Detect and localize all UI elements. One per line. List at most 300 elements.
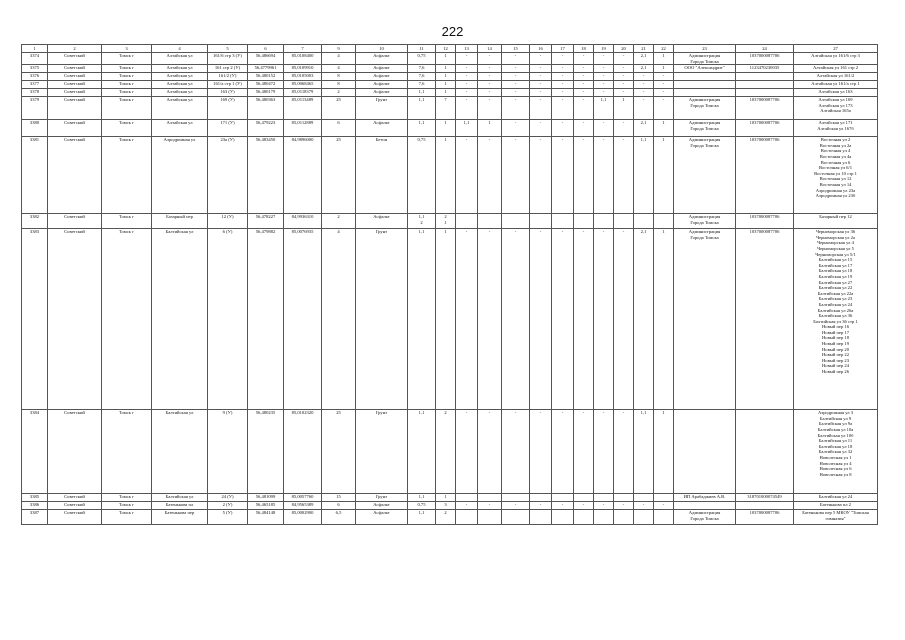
table-cell: 85,0113489 [284,97,322,120]
column-header: 14 [478,45,502,53]
table-cell: 56,479882 [248,229,284,410]
table-cell: 3387 [22,510,48,525]
table-cell: - [552,137,574,214]
table-cell [502,214,530,229]
table-cell [456,494,478,502]
table-cell: 3383 [22,229,48,410]
table-cell: 56,480363 [248,97,284,120]
table-row [22,137,878,214]
table-cell: Асфальт [356,73,408,81]
table-cell: 161/а стр 1 (У) [208,81,248,89]
table-cell: - [574,73,594,81]
table-row [22,89,878,97]
table-cell: 3386 [22,502,48,510]
table-cell [574,510,594,525]
table-cell: Алтайская ул 169 Алтайская ул 173 Алтайская 165а [794,97,878,120]
table-cell [594,214,614,229]
table-cell: - [478,81,502,89]
table-cell: 85,0112889 [284,120,322,137]
table-cell [456,510,478,525]
table-cell: - [502,410,530,494]
table-cell: 1123470230035 [736,65,794,73]
table-cell: Томск г [102,73,152,81]
table-cell: Асфальт [356,65,408,73]
table-cell: Батенькова пл 2 [794,502,878,510]
table-cell: 1037000087706 [736,120,794,137]
table-cell: 1,1 2 [408,214,436,229]
table-cell: 1 [436,120,456,137]
table-cell: 2 [322,89,356,97]
table-cell: Батенькова пер [152,510,208,525]
table-cell [736,410,794,494]
table-cell: ООО "Александрит" [674,65,736,73]
table-cell: - [614,65,634,73]
table-cell: - [574,502,594,510]
table-cell: - [614,73,634,81]
table-cell: 85,0105003 [284,73,322,81]
table-cell: Алтайская ул [152,53,208,65]
table-cell: Асфальт [356,53,408,65]
table-cell: - [502,81,530,89]
table-cell: - [574,89,594,97]
table-cell: 0,75 [408,53,436,65]
table-cell: - [456,137,478,214]
table-cell [574,494,594,502]
table-cell: Балтийская ул [152,229,208,410]
table-cell: - [502,502,530,510]
table-cell: Алтайская ул [152,65,208,73]
table-cell: 1 [654,53,674,65]
table-cell: 318701000074549 [736,494,794,502]
table-cell: - [614,81,634,89]
table-cell [674,73,736,81]
table-cell: Администрация Города Томска [674,137,736,214]
table-cell: Советский [48,53,102,65]
table-cell: - [530,73,552,81]
table-cell: 1 [436,89,456,97]
table-cell: 1 [436,494,456,502]
table-cell: 3381 [22,137,48,214]
table-cell: 1,1 [408,97,436,120]
table-cell: - [478,97,502,120]
table-cell: 2 [322,214,356,229]
table-cell: - [574,137,594,214]
table-body [22,53,878,525]
table-cell: 7,6 [408,81,436,89]
table-cell [594,510,614,525]
table-cell [574,214,594,229]
table-cell: - [552,410,574,494]
column-header: 17 [552,45,574,53]
table-cell [674,502,736,510]
table-cell: - [478,65,502,73]
table-cell: - [574,81,594,89]
column-header: 27 [794,45,878,53]
table-cell: - [552,120,574,137]
table-cell [634,510,654,525]
table-cell: Алтайская ул 171 Алтайская ул 167б [794,120,878,137]
table-cell: Томск г [102,229,152,410]
table-cell: - [502,137,530,214]
table-cell: Алтайская ул [152,73,208,81]
table-cell [654,494,674,502]
table-cell: 56,486694 [248,53,284,65]
table-cell: - [594,120,614,137]
table-cell: - [634,81,654,89]
table-cell: Асфальт [356,502,408,510]
table-cell: - [478,73,502,81]
table-cell: 1 [436,53,456,65]
table-cell: 56,480235 [248,410,284,494]
table-row [22,502,878,510]
table-cell: 6 [322,120,356,137]
table-row [22,81,878,89]
table-cell: - [552,53,574,65]
column-header: 20 [614,45,634,53]
table-cell: Советский [48,65,102,73]
table-cell: - [530,89,552,97]
table-cell: 85,0002900 [284,510,322,525]
table-row [22,229,878,410]
table-cell: 1,1 [634,137,654,214]
table-cell: - [654,97,674,120]
table-cell: 56,479223 [248,120,284,137]
table-cell: - [574,65,594,73]
table-cell: - [614,229,634,410]
table-cell: 85,0109910 [284,65,322,73]
table-cell: - [502,65,530,73]
table-cell: - [614,137,634,214]
table-cell: - [634,97,654,120]
table-cell: 1 [654,65,674,73]
table-cell: - [530,81,552,89]
table-cell: 1 [436,137,456,214]
table-cell: Алтайская ул [152,120,208,137]
table-cell: Томск г [102,410,152,494]
table-cell: - [552,502,574,510]
table-cell: 3376 [22,73,48,81]
table-cell: Советский [48,73,102,81]
table-cell: Батенькова пл [152,502,208,510]
table-cell: 1 [654,137,674,214]
table-cell [674,410,736,494]
column-header: 6 [248,45,284,53]
table-cell: Томск г [102,502,152,510]
table-cell: - [456,65,478,73]
table-cell [654,214,674,229]
table-cell: Администрация Города Томска [674,510,736,525]
table-cell: Томск г [102,137,152,214]
table-cell: Советский [48,89,102,97]
table-cell: 1 [614,97,634,120]
table-cell [736,502,794,510]
column-header: 10 [356,45,408,53]
table-cell: 56,478227 [248,214,284,229]
table-cell: 1037000087706 [736,53,794,65]
table-cell [634,494,654,502]
table-cell: 84,9896000 [284,137,322,214]
table-cell: - [530,120,552,137]
table-cell: Советский [48,97,102,120]
table-cell: 1,1 [456,120,478,137]
table-cell: Аэродромная ул [152,137,208,214]
table-cell: 1 [436,65,456,73]
table-cell: Советский [48,81,102,89]
table-cell: - [614,502,634,510]
table-cell: Администрация Города Томска [674,229,736,410]
table-cell [674,89,736,97]
table-cell: 169 (У) [208,97,248,120]
table-cell: - [502,229,530,410]
column-header: 9 [322,45,356,53]
table-row [22,73,878,81]
table-cell: - [456,410,478,494]
column-header: 4 [152,45,208,53]
table-cell: - [478,137,502,214]
column-header: 1 [22,45,48,53]
table-cell: - [530,53,552,65]
table-cell [614,214,634,229]
table-cell: 56,484148 [248,510,284,525]
table-cell: - [478,410,502,494]
table-cell: - [594,73,614,81]
table-cell: Томск г [102,53,152,65]
table-cell: 6 (У) [208,229,248,410]
table-cell [552,214,574,229]
table-cell: - [552,81,574,89]
table-cell: 25 [322,137,356,214]
table-cell: 56,480472 [248,81,284,89]
table-cell: 161/2 (У) [208,73,248,81]
table-cell: - [502,73,530,81]
table-cell: Балтийская ул [152,410,208,494]
table-cell: - [530,502,552,510]
table-cell: - [594,65,614,73]
table-cell [552,510,574,525]
table-cell: ИП Арабаджиев А.В. [674,494,736,502]
table-cell: 85,0118379 [284,89,322,97]
table-cell: 1,1 [408,120,436,137]
table-cell [478,510,502,525]
table-cell: 163 (У) [208,89,248,97]
column-header-row [22,45,878,53]
table-cell: 9 (У) [208,410,248,494]
table-cell: 2,1 [634,120,654,137]
table-cell: 1,1 [634,410,654,494]
column-header: 5 [208,45,248,53]
table-row [22,494,878,502]
table-cell: 1 [654,410,674,494]
table-cell: 171 (У) [208,120,248,137]
table-cell: 1,1 [408,229,436,410]
table-cell: 1,1 [594,97,614,120]
table-cell: 4 [322,53,356,65]
table-cell: 15 [322,494,356,502]
table-cell: - [456,89,478,97]
table-cell: Томск г [102,81,152,89]
table-cell [530,214,552,229]
table-cell [552,494,574,502]
table-row [22,97,878,120]
table-cell [502,494,530,502]
table-cell: - [456,81,478,89]
table-cell: 3382 [22,214,48,229]
table-cell: 7 [436,97,456,120]
table-cell: - [594,81,614,89]
table-cell: 3380 [22,120,48,137]
table-cell: 12 (У) [208,214,248,229]
table-cell: - [456,229,478,410]
table-cell: Базарный пер 12 [794,214,878,229]
column-header: 3 [102,45,152,53]
table-cell: 1,1 [408,494,436,502]
table-cell [614,510,634,525]
registry-table [21,44,878,525]
column-header: 13 [456,45,478,53]
table-cell: - [634,502,654,510]
table-cell: Алтайская ул 161/а стр 1 [794,81,878,89]
table-row [22,214,878,229]
table-cell [530,510,552,525]
table-cell: - [654,81,674,89]
table-cell: 2,1 [634,65,654,73]
table-cell: 3379 [22,97,48,120]
table-cell: 4 [322,229,356,410]
table-cell: Грунт [356,229,408,410]
table-cell: Томск г [102,65,152,73]
table-cell: Асфальт [356,120,408,137]
table-cell: 7,6 [408,65,436,73]
table-cell: 2 [436,410,456,494]
table-cell [736,89,794,97]
table-cell: - [594,229,614,410]
table-cell: 1037000087706 [736,97,794,120]
table-cell: 3374 [22,53,48,65]
table-cell: Администрация Города Томска [674,53,736,65]
table-cell: Советский [48,214,102,229]
table-cell: Бетон [356,137,408,214]
table-cell: 85,0057760 [284,494,322,502]
table-cell: - [552,97,574,120]
table-cell: - [502,89,530,97]
table-cell: Базарный пер [152,214,208,229]
table-cell: - [456,97,478,120]
table-cell: 1 [478,120,502,137]
table-cell: Асфальт [356,89,408,97]
table-cell [530,494,552,502]
table-cell: Асфальт [356,510,408,525]
table-cell: 3384 [22,410,48,494]
table-cell: - [530,65,552,73]
table-cell: Советский [48,502,102,510]
column-header: 22 [654,45,674,53]
table-cell: 1,1 [408,89,436,97]
table-cell: 1037000087706 [736,510,794,525]
table-cell: 1 [436,229,456,410]
table-cell: 3375 [22,65,48,73]
column-header: 24 [736,45,794,53]
table-cell: - [594,53,614,65]
table-cell [502,510,530,525]
column-header: 2 [48,45,102,53]
table-cell: 24 (У) [208,494,248,502]
table-cell: - [478,53,502,65]
table-cell [674,81,736,89]
table-cell: - [594,502,614,510]
column-header: 21 [634,45,654,53]
table-cell: 2,1 [634,229,654,410]
table-cell: - [614,410,634,494]
column-header: 12 [436,45,456,53]
page-number: 222 [441,24,464,39]
table-cell [478,214,502,229]
table-cell: 56,4779961 [248,65,284,73]
table-cell: - [478,89,502,97]
table-cell: 8 [322,73,356,81]
table-cell: - [552,73,574,81]
table-cell: Советский [48,510,102,525]
table-cell: Томск г [102,494,152,502]
table-cell: Алтайская ул 161/2 [794,73,878,81]
table-row [22,65,878,73]
table-cell: Грунт [356,410,408,494]
table-cell: 2 (У) [208,502,248,510]
table-cell: 2 [436,510,456,525]
table-cell: 2,1 [634,53,654,65]
table-cell: - [614,53,634,65]
table-cell: 85,0076935 [284,229,322,410]
table-cell: Алтайская ул 163 [794,89,878,97]
table-cell [736,81,794,89]
table-cell: Томск г [102,97,152,120]
table-cell: - [552,229,574,410]
table-cell: - [478,502,502,510]
table-cell: Советский [48,410,102,494]
table-row [22,410,878,494]
table-cell: Томск г [102,89,152,97]
table-cell: 56,465185 [248,502,284,510]
column-header: 19 [594,45,614,53]
table-cell: - [634,89,654,97]
table-cell: 85,0068465 [284,81,322,89]
table-cell: - [456,53,478,65]
table-cell: 5 (У) [208,510,248,525]
table-cell: - [502,120,530,137]
table-cell: Алтайская ул [152,97,208,120]
table-cell: 6,5 [322,510,356,525]
table-cell: - [574,53,594,65]
table-row [22,510,878,525]
table-cell: - [654,502,674,510]
table-cell: 1037000087706 [736,137,794,214]
table-cell: - [574,97,594,120]
table-cell: 56,480152 [248,73,284,81]
table-cell: - [574,120,594,137]
table-cell [634,214,654,229]
table-cell: 1037000087706 [736,229,794,410]
table-cell: - [574,410,594,494]
table-cell: Балтийская ул 24 [794,494,878,502]
table-cell: Томск г [102,120,152,137]
column-header: 16 [530,45,552,53]
table-cell: 1 [436,73,456,81]
table-cell: 56,481099 [248,494,284,502]
table-cell: 56,480179 [248,89,284,97]
table-cell: Восточная ул 2 Восточная ул 2а Восточная ул 4 Восточная ул 4а Восточная ул 6 Восточная ул 6/1 Восточная ул 10 стр 1 Восточная ул 12 Восточная ул 14 Аэродромная ул 23а Аэродромная ул 23б [794,137,878,214]
table-cell [614,494,634,502]
table-cell: Грунт [356,97,408,120]
table-cell: Грунт [356,494,408,502]
